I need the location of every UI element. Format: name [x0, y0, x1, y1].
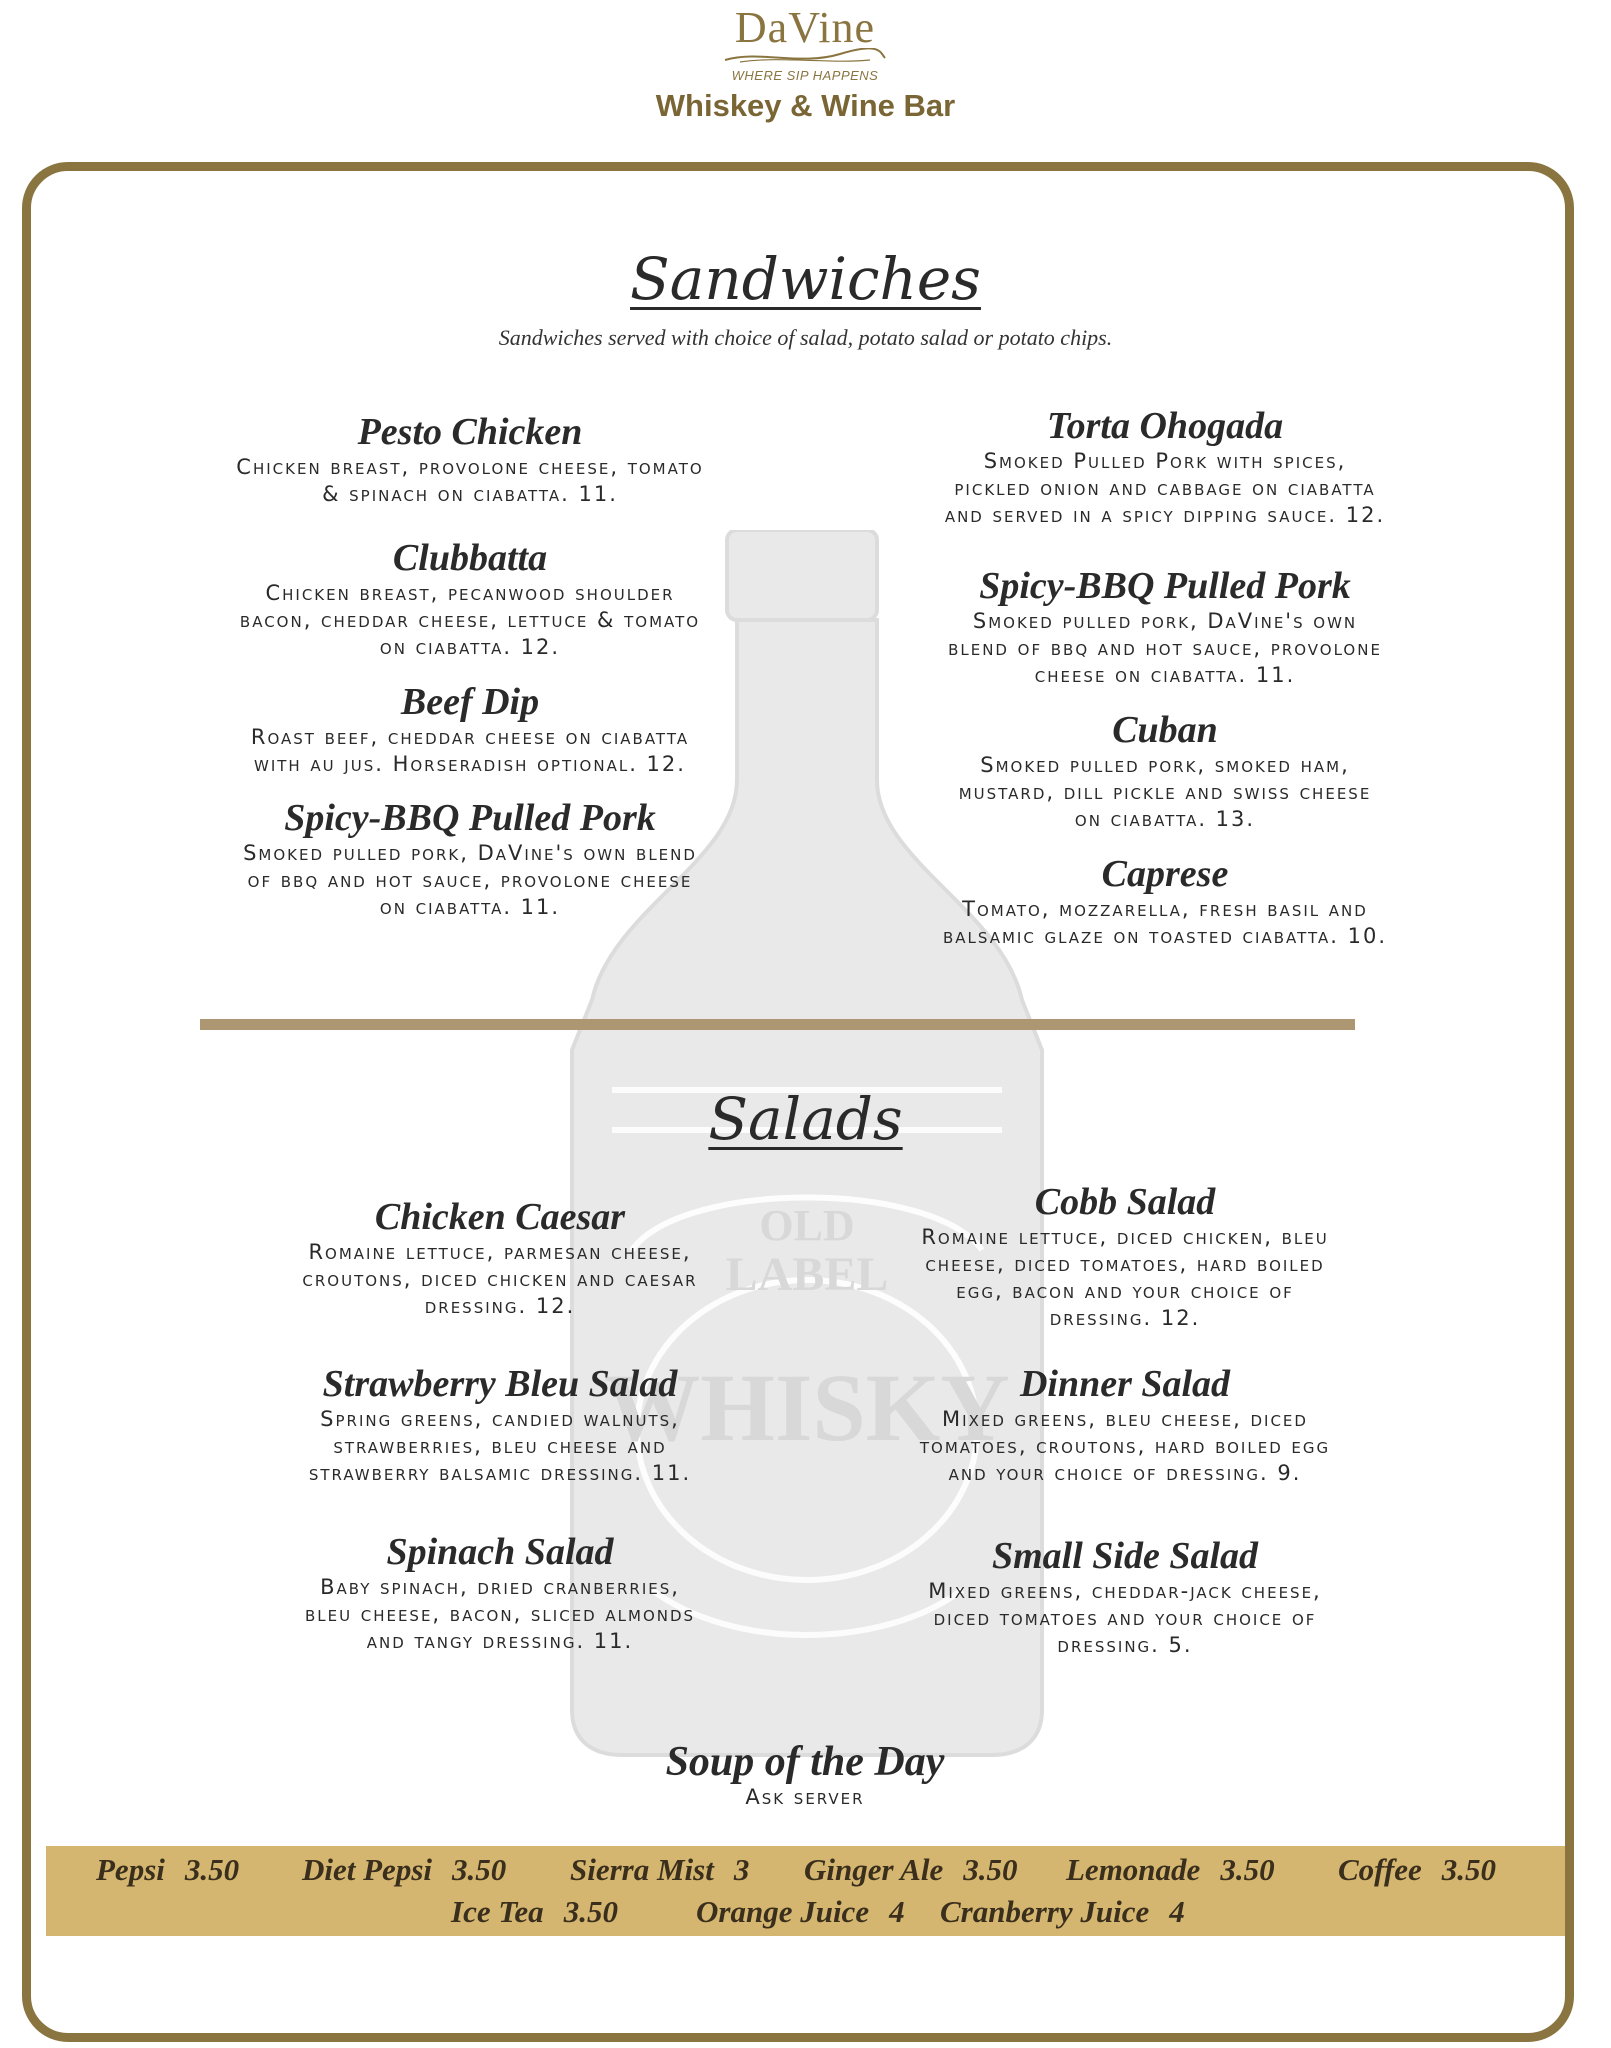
menu-item-cuban: Cuban Smoked pulled pork, smoked ham, mustard, dill pickle and swiss cheese on ciabatta. 13. — [958, 709, 1372, 831]
sandwiches-note: Sandwiches served with choice of salad, potato salad or potato chips. — [498, 325, 1113, 350]
sandwiches-title: Sandwiches — [630, 245, 981, 313]
menu-item-spicy-bbq-pulled-pork-left: Spicy-BBQ Pulled Pork Smoked pulled pork, DaVine's own blend of bbq and hot sauce, provolone cheese on ciabatta. 11. — [243, 797, 697, 919]
logo-wordmark: DaVine — [734, 3, 876, 52]
menu-item-clubbatta: Clubbatta Chicken breast, pecanwood shoulder bacon, cheddar cheese, lettuce & tomato on ciabatta. 12. — [239, 537, 701, 659]
drink-orange-juice: Orange Juice 4 — [696, 1894, 905, 1929]
menu-item-chicken-caesar: Chicken Caesar Romaine lettuce, parmesan cheese, croutons, diced chicken and caesar dressing. 12. — [302, 1196, 698, 1318]
drink-ginger-ale: Ginger Ale 3.50 — [804, 1852, 1018, 1887]
menu-item-pesto-chicken: Pesto Chicken Chicken breast, provolone cheese, tomato & spinach on ciabatta. 11. — [236, 411, 704, 506]
menu-item-beef-dip: Beef Dip Roast beef, cheddar cheese on ciabatta with au jus. Horseradish optional. 12. — [250, 681, 690, 776]
menu-item-spinach-salad: Spinach Salad Baby spinach, dried cranberries, bleu cheese, bacon, sliced almonds and tangy dressing. 11. — [304, 1531, 696, 1653]
menu-item-spicy-bbq-pulled-pork-right: Spicy-BBQ Pulled Pork Smoked pulled pork, DaVine's own blend of bbq and hot sauce, provolone cheese on ciabatta. 11. — [948, 565, 1382, 687]
logo-swash-icon — [720, 48, 890, 66]
menu-item-strawberry-bleu-salad: Strawberry Bleu Salad Spring greens, candied walnuts, strawberries, bleu cheese and strawberry balsamic dressing. 11. — [308, 1363, 692, 1485]
drink-coffee: Coffee 3.50 — [1338, 1852, 1497, 1887]
logo-tagline: WHERE SIP HAPPENS — [731, 68, 879, 83]
menu-item-cobb-salad: Cobb Salad Romaine lettuce, diced chicken, bleu cheese, diced tomatoes, hard boiled egg, bacon and your choice of dressing. 12. — [921, 1181, 1329, 1330]
salads-title: Salads — [708, 1085, 903, 1153]
section-divider — [200, 1019, 1355, 1030]
bottle-label-line-3: WHISKY — [604, 1354, 1010, 1461]
menu-item-dinner-salad: Dinner Salad Mixed greens, bleu cheese, diced tomatoes, croutons, hard boiled egg and your choice of dressing. 9. — [919, 1363, 1331, 1485]
menu-item-caprese: Caprese Tomato, mozzarella, fresh basil and balsamic glaze on toasted ciabatta. 10. — [942, 853, 1387, 948]
drink-diet-pepsi: Diet Pepsi 3.50 — [302, 1852, 507, 1887]
drink-pepsi: Pepsi 3.50 — [96, 1852, 240, 1887]
bottle-label-line-1: OLD — [759, 1201, 855, 1250]
drinks-row-1 — [46, 1852, 1565, 1892]
davine-logo — [720, 2, 890, 86]
drink-cranberry-juice: Cranberry Juice 4 — [940, 1894, 1185, 1929]
drinks-band — [46, 1846, 1565, 1936]
bar-subtitle: Whiskey & Wine Bar — [655, 88, 956, 123]
menu-item-soup-of-the-day: Soup of the Day Ask server — [665, 1739, 945, 1809]
drink-lemonade: Lemonade 3.50 — [1066, 1852, 1275, 1887]
menu-item-torta-ohogada: Torta Ohogada Smoked Pulled Pork with spices, pickled onion and cabbage on ciabatta and served in a spicy dipping sauce. 12. — [944, 405, 1386, 527]
drink-ice-tea: Ice Tea 3.50 — [451, 1894, 618, 1929]
drinks-row-2 — [46, 1894, 1565, 1934]
bottle-label-line-2: LABEL — [725, 1248, 889, 1301]
drink-sierra-mist: Sierra Mist 3 — [570, 1852, 750, 1887]
menu-item-small-side-salad: Small Side Salad Mixed greens, cheddar-jack cheese, diced tomatoes and your choice of dressing. 5. — [928, 1535, 1322, 1657]
